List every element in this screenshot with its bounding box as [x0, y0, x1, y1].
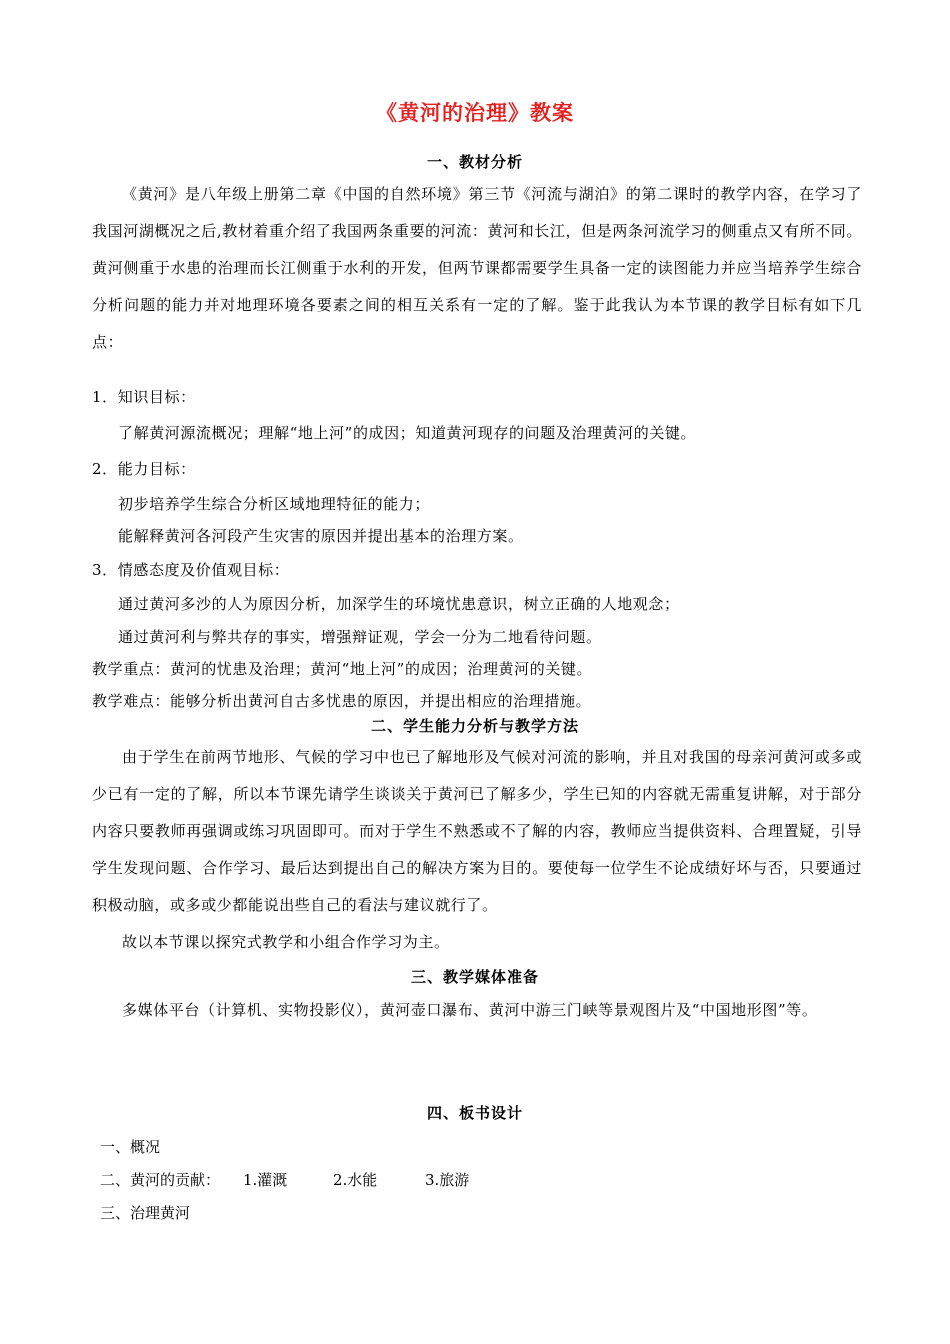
- board-item-3: 三、治理黄河: [100, 1204, 191, 1222]
- goal-2-text-1: 初步培养学生综合分析区域地理特征的能力；: [118, 495, 431, 513]
- section-heading-1: 一、教材分析: [426, 153, 523, 171]
- board-item-2-b: 2.水能: [333, 1171, 378, 1189]
- board-item-1: 一、概况: [100, 1138, 161, 1156]
- section-3-paragraph: 多媒体平台（计算机、实物投影仪），黄河壶口瀑布、黄河中游三门峡等景观图片及“中国地形图”等。: [122, 1001, 818, 1019]
- section-heading-4: 四、板书设计: [426, 1104, 523, 1122]
- section-2-paragraph-2: 故以本节课以探究式教学和小组合作学习为主。: [122, 933, 450, 951]
- goal-2-label: 2．能力目标：: [92, 460, 196, 478]
- document-title: 《黄河的治理》教案: [376, 100, 574, 125]
- goal-3-text-1: 通过黄河多沙的人为原因分析，加深学生的环境忧患意识，树立正确的人地观念；: [118, 595, 680, 613]
- goal-3-label: 3．情感态度及价值观目标：: [92, 561, 290, 579]
- difficult-point: 教学难点：能够分析出黄河自古多忧患的原因，并提出相应的治理措施。: [92, 692, 592, 710]
- board-item-2-c: 3.旅游: [425, 1171, 470, 1189]
- section-2-paragraph-1: 由于学生在前两节地形、气候的学习中也已了解地形及气候对河流的影响，并且对我国的母亲河黄河或多或少已有一定的了解，所以本节课先请学生谈谈关于黄河已了解多少，学生已知的内容就无需重复讲解，对于部分内容只要教师再强调或练习巩固即可。而对于学生不熟悉或不了解的内容，教师应当提供资料、合理置疑，引导学生发现问题、合作学习、最后达到提出自己的解决方案为目的。要使每一位学生不论成绩好坏与否，只要通过积极动脑，或多或少都能说出些自己的看法与建议就行了。: [92, 748, 862, 914]
- board-item-2-a: 1.灌溉: [243, 1171, 288, 1189]
- goal-3-text-2: 通过黄河利与弊共存的事实，增强辩证观，学会一分为二地看待问题。: [118, 628, 602, 646]
- goal-1-text: 了解黄河源流概况；理解“地上河”的成因；知道黄河现存的问题及治理黄河的关键。: [118, 424, 697, 442]
- goal-2-text-2: 能解释黄河各河段产生灾害的原因并提出基本的治理方案。: [118, 527, 524, 545]
- key-point: 教学重点：黄河的忧患及治理；黄河“地上河”的成因；治理黄河的关键。: [92, 660, 593, 678]
- goal-1-label: 1．知识目标：: [92, 388, 196, 406]
- section-heading-2: 二、学生能力分析与教学方法: [370, 717, 579, 735]
- section-1-paragraph: 《黄河》是八年级上册第二章《中国的自然环境》第三节《河流与湖泊》的第二课时的教学内容，在学习了我国河湖概况之后,教材着重介绍了我国两条重要的河流：黄河和长江，但是两条河流学习的侧重点又有所不同。黄河侧重于水患的治理而长江侧重于水利的开发，但两节课都需要学生具备一定的读图能力并应当培养学生综合分析问题的能力并对地理环境各要素之间的相互关系有一定的了解。鉴于此我认为本节课的教学目标有如下几点：: [92, 185, 862, 351]
- section-heading-3: 三、教学媒体准备: [410, 968, 539, 986]
- board-item-2-label: 二、黄河的贡献：: [100, 1171, 221, 1189]
